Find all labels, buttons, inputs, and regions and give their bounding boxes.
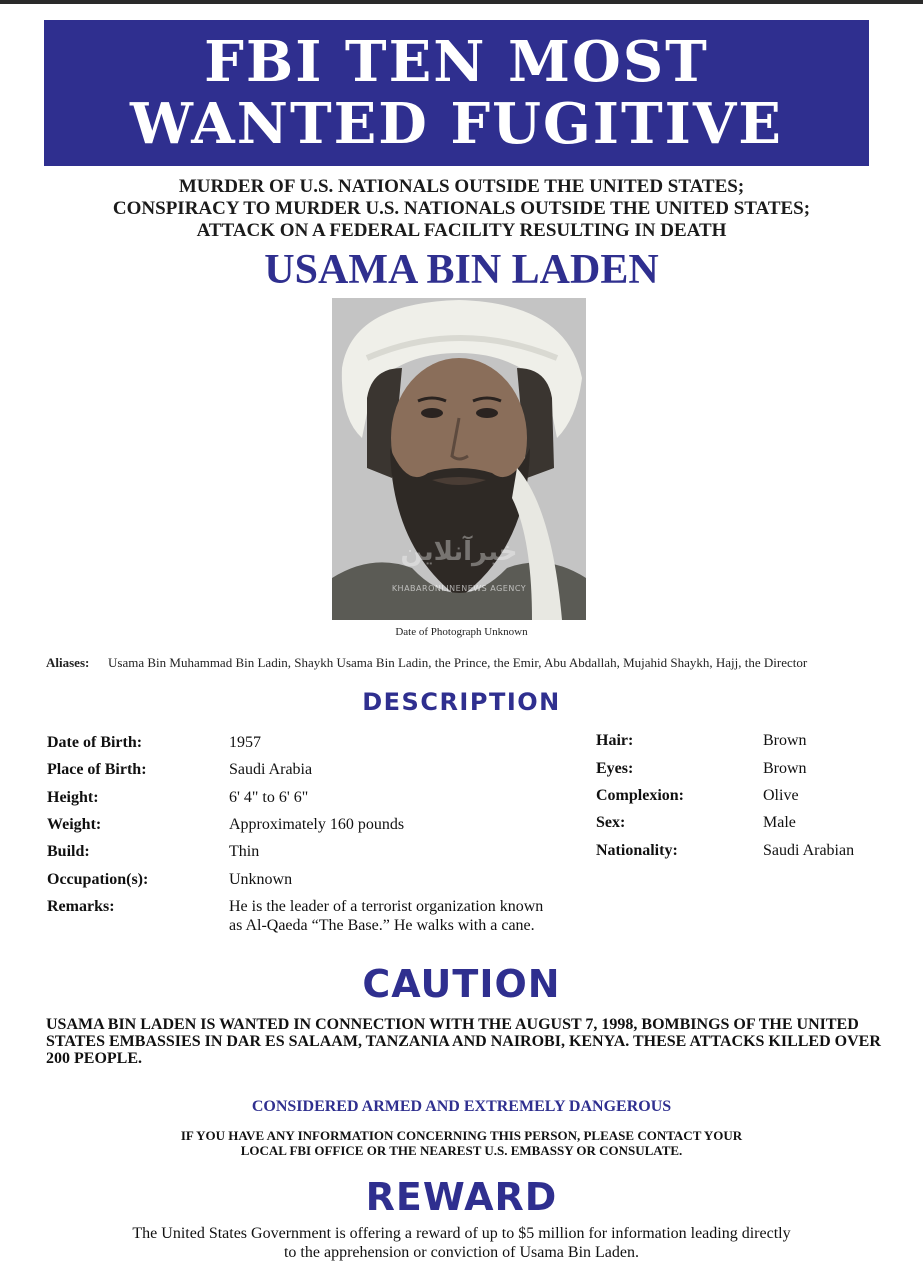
svg-text:خبرآنلاین: خبرآنلاین	[400, 537, 518, 567]
sex-label: Sex:	[596, 814, 626, 831]
remarks-label: Remarks:	[47, 898, 115, 915]
banner-line-1: FBI TEN MOST	[204, 29, 709, 95]
height-value: 6' 4" to 6' 6"	[229, 789, 309, 806]
contact-line: LOCAL FBI OFFICE OR THE NEAREST U.S. EMBASSY OR CONSULATE.	[240, 1143, 683, 1158]
contact-instructions	[0, 1128, 923, 1158]
reward-text	[0, 1224, 923, 1262]
charges-list	[0, 176, 923, 242]
charge-line: CONSPIRACY TO MURDER U.S. NATIONALS OUTSIDE THE UNITED STATES;	[112, 198, 811, 219]
build-value: Thin	[229, 843, 260, 860]
hair-value: Brown	[763, 732, 807, 749]
remarks-value: He is the leader of a terrorist organization known as Al-Qaeda “The Base.” He walks with a cane.	[229, 898, 544, 934]
weight-value: Approximately 160 pounds	[229, 816, 405, 833]
fugitive-photo	[332, 298, 586, 620]
pob-label: Place of Birth:	[47, 761, 147, 778]
description-heading: DESCRIPTION	[362, 688, 561, 716]
complexion-label: Complexion:	[596, 787, 684, 804]
reward-line: The United States Government is offering a reward of up to $5 million for information leading directly	[132, 1225, 791, 1242]
complexion-value: Olive	[763, 787, 799, 804]
top-border	[0, 0, 923, 4]
wanted-banner	[44, 20, 869, 166]
photo-watermark: KHABARONLINENEWS AGENCY	[391, 584, 527, 593]
pob-value: Saudi Arabia	[229, 761, 313, 778]
armed-warning: CONSIDERED ARMED AND EXTREMELY DANGEROUS	[251, 1098, 672, 1115]
weight-label: Weight:	[47, 816, 102, 833]
banner-line-2: WANTED FUGITIVE	[130, 91, 783, 157]
charge-line: ATTACK ON A FEDERAL FACILITY RESULTING IN DEATH	[196, 220, 727, 241]
fugitive-name: USAMA BIN LADEN	[264, 247, 659, 293]
aliases-value: Usama Bin Muhammad Bin Ladin, Shaykh Usama Bin Ladin, the Prince, the Emir, Abu Abdallah, Mujahid Shaykh, Hajj, the Director	[108, 655, 808, 670]
hair-label: Hair:	[596, 732, 634, 749]
caution-text: USAMA BIN LADEN IS WANTED IN CONNECTION WITH THE AUGUST 7, 1998, BOMBINGS OF THE UNITED STATES EMBASSIES IN DAR ES SALAAM, TANZANIA AND NAIROBI, KENYA. THESE ATTACKS KILLED OVER 200 PEOPLE.	[46, 1016, 881, 1067]
build-label: Build:	[47, 843, 90, 860]
aliases-block	[46, 655, 846, 671]
occupation-label: Occupation(s):	[47, 871, 149, 888]
sex-value: Male	[763, 814, 796, 831]
nationality-value: Saudi Arabian	[763, 842, 855, 859]
reward-heading: REWARD	[365, 1175, 558, 1219]
portrait-illustration	[332, 298, 586, 620]
reward-line: to the apprehension or conviction of Usama Bin Laden.	[283, 1244, 639, 1261]
charge-line: MURDER OF U.S. NATIONALS OUTSIDE THE UNITED STATES;	[178, 176, 745, 197]
occupation-value: Unknown	[229, 871, 293, 888]
aliases-label: Aliases:	[46, 655, 90, 670]
contact-line: IF YOU HAVE ANY INFORMATION CONCERNING THIS PERSON, PLEASE CONTACT YOUR	[180, 1128, 743, 1143]
nationality-label: Nationality:	[596, 842, 678, 859]
dob-value: 1957	[229, 734, 261, 751]
eyes-label: Eyes:	[596, 760, 634, 777]
photo-caption: Date of Photograph Unknown	[395, 626, 528, 638]
eyes-value: Brown	[763, 760, 807, 777]
dob-label: Date of Birth:	[47, 734, 143, 751]
caution-heading: CAUTION	[362, 962, 561, 1006]
height-label: Height:	[47, 789, 99, 806]
